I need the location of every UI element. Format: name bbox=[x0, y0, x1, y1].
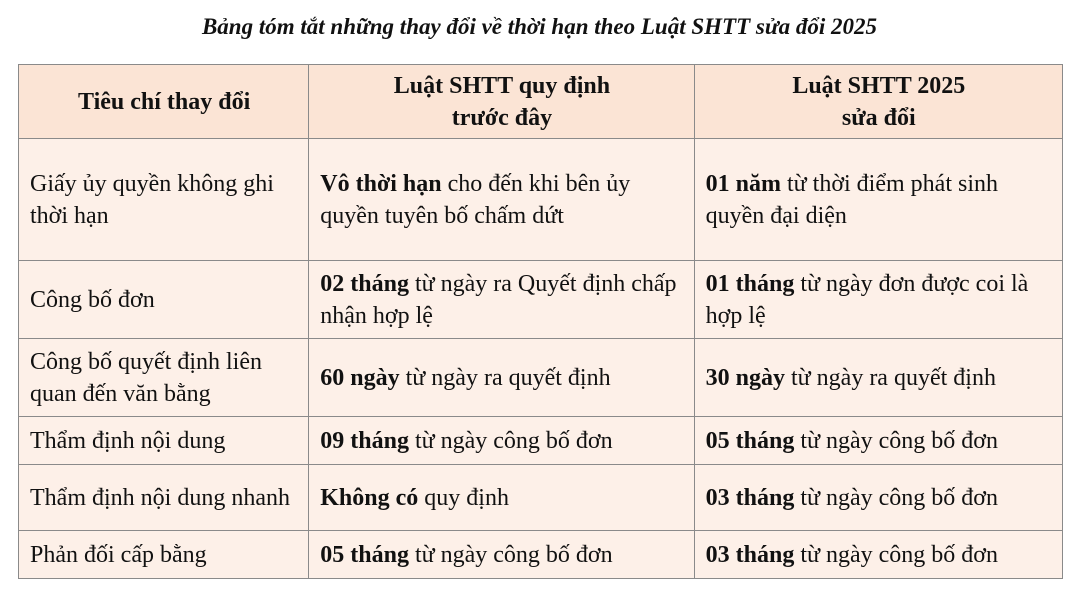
previous-cell bbox=[309, 139, 694, 261]
table-row bbox=[19, 531, 1063, 579]
amended-detail: từ ngày công bố đơn bbox=[794, 427, 998, 454]
amended-detail: từ thời điểm phát sinh quyền đại diện bbox=[705, 170, 998, 229]
previous-period: 05 tháng bbox=[320, 541, 409, 568]
previous-period: Vô thời hạn bbox=[320, 170, 442, 197]
previous-cell bbox=[309, 417, 694, 465]
amended-period: 01 tháng bbox=[705, 270, 795, 297]
criterion-cell: Công bố đơn bbox=[19, 261, 309, 339]
amended-period: 01 năm bbox=[705, 170, 781, 197]
criterion-cell: Phản đối cấp bằng bbox=[19, 531, 309, 579]
previous-detail: từ ngày ra Quyết định chấp nhận hợp lệ bbox=[320, 270, 677, 329]
header-row bbox=[19, 65, 1063, 139]
previous-detail: từ ngày công bố đơn bbox=[408, 427, 613, 454]
previous-cell bbox=[309, 261, 694, 339]
previous-detail: cho đến khi bên ủy quyền tuyên bố chấm dứt bbox=[320, 170, 631, 229]
amended-period: 30 ngày bbox=[705, 364, 785, 391]
amended-cell bbox=[694, 465, 1062, 531]
amended-period: 05 tháng bbox=[705, 427, 795, 454]
header-amended-law bbox=[694, 65, 1062, 139]
table-row bbox=[19, 261, 1063, 339]
header-previous-law bbox=[309, 65, 694, 139]
amended-period: 03 tháng bbox=[705, 541, 795, 568]
table-row bbox=[19, 417, 1063, 465]
amended-cell bbox=[694, 531, 1062, 579]
previous-cell bbox=[309, 465, 694, 531]
table-row bbox=[19, 339, 1063, 417]
table-row bbox=[19, 139, 1063, 261]
previous-detail: quy định bbox=[418, 484, 509, 511]
table-row bbox=[19, 465, 1063, 531]
header-amended-law-line-1: Luật SHTT 2025 bbox=[792, 72, 966, 99]
criterion-cell: Giấy ủy quyền không ghi thời hạn bbox=[19, 139, 309, 261]
previous-cell bbox=[309, 531, 694, 579]
amended-cell bbox=[694, 339, 1062, 417]
header-previous-law-line-2: trước đây bbox=[451, 104, 553, 131]
previous-period: 60 ngày bbox=[320, 364, 400, 391]
amended-detail: từ ngày ra quyết định bbox=[784, 364, 996, 391]
amended-cell bbox=[694, 139, 1062, 261]
previous-detail: từ ngày công bố đơn bbox=[408, 541, 613, 568]
previous-detail: từ ngày ra quyết định bbox=[399, 364, 611, 391]
amended-detail: từ ngày công bố đơn bbox=[794, 541, 998, 568]
header-criterion bbox=[19, 65, 309, 139]
amended-detail: từ ngày đơn được coi là hợp lệ bbox=[705, 270, 1029, 329]
header-amended-law-line-2: sửa đổi bbox=[841, 104, 916, 131]
previous-period: 02 tháng bbox=[320, 270, 409, 297]
criterion-cell: Công bố quyết định liên quan đến văn bằng bbox=[19, 339, 309, 417]
header-previous-law-line-1: Luật SHTT quy định bbox=[393, 72, 611, 99]
amended-period: 03 tháng bbox=[705, 484, 795, 511]
amended-detail: từ ngày công bố đơn bbox=[794, 484, 998, 511]
criterion-cell: Thẩm định nội dung nhanh bbox=[19, 465, 309, 531]
previous-period: Không có bbox=[320, 484, 419, 511]
previous-cell bbox=[309, 339, 694, 417]
amended-cell bbox=[694, 417, 1062, 465]
comparison-table bbox=[18, 64, 1063, 579]
header-criterion-line: Tiêu chí thay đổi bbox=[78, 88, 251, 115]
criterion-cell: Thẩm định nội dung bbox=[19, 417, 309, 465]
amended-cell bbox=[694, 261, 1062, 339]
table-title: Bảng tóm tắt những thay đổi về thời hạn theo Luật SHTT sửa đổi 2025 bbox=[201, 14, 878, 39]
previous-period: 09 tháng bbox=[320, 427, 409, 454]
